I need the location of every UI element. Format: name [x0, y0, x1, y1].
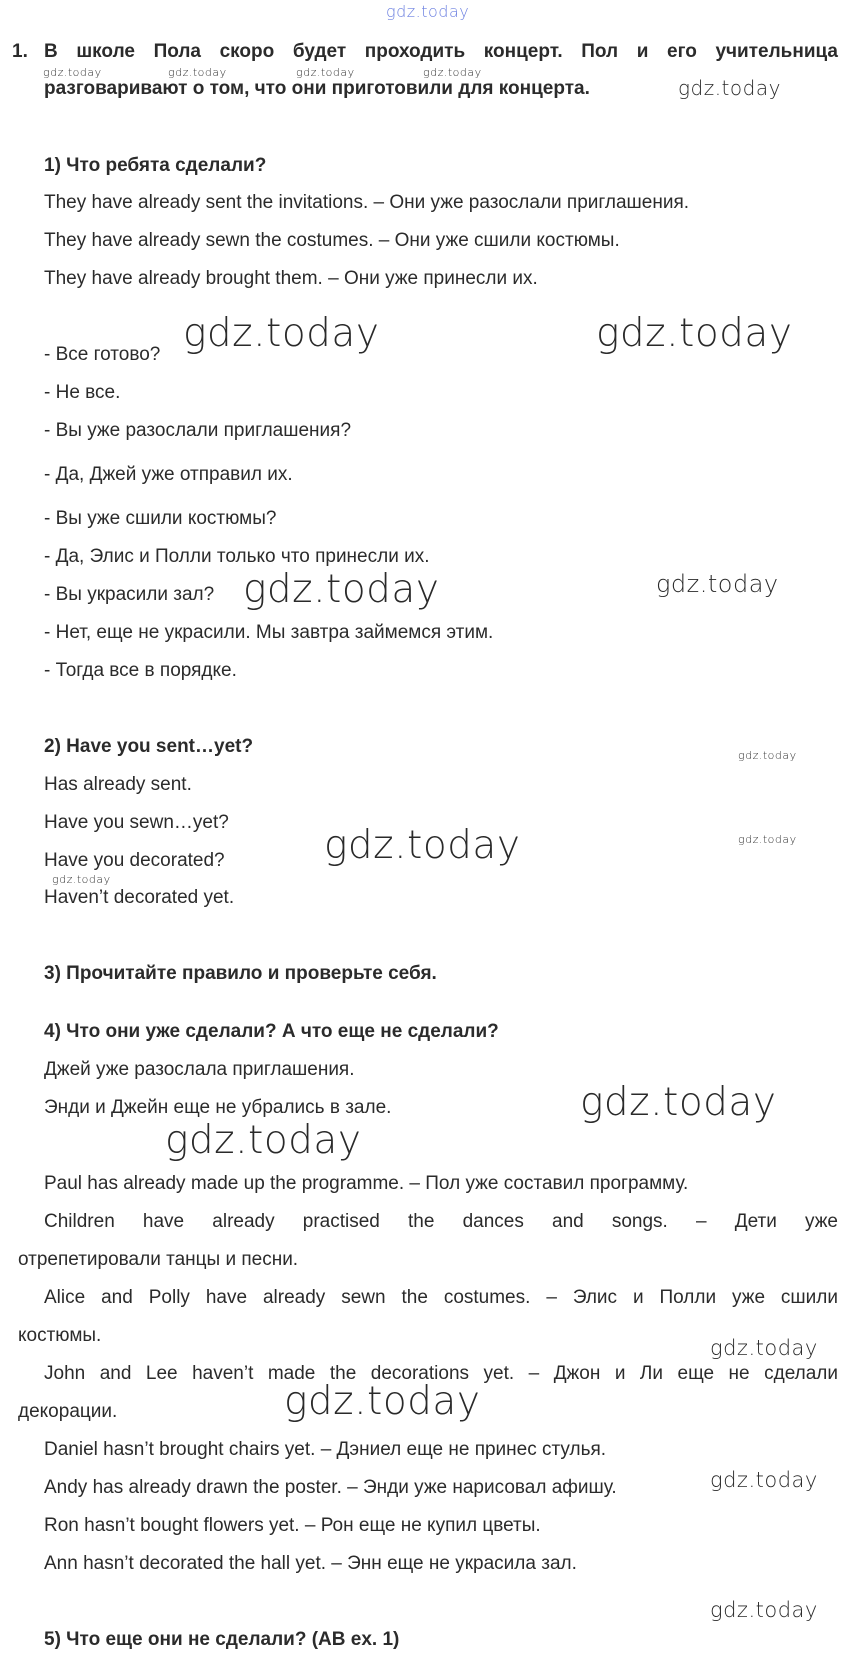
- dialogue-line: - Все готово?: [44, 344, 161, 365]
- sentence-line: Andy has already drawn the poster. – Энди уже нарисовал афишу.: [44, 1477, 617, 1498]
- watermark: gdz.today: [710, 1336, 818, 1360]
- watermark: gdz.today: [168, 66, 227, 79]
- section-1-heading: 1) Что ребята сделали?: [44, 155, 267, 176]
- watermark: gdz.today: [656, 570, 779, 598]
- watermark: gdz.today: [738, 749, 797, 762]
- watermark: gdz.today: [580, 1080, 777, 1125]
- section-5-heading: 5) Что еще они не сделали? (AB ex. 1): [44, 1629, 400, 1650]
- watermark: gdz.today: [678, 76, 781, 100]
- watermark: gdz.today: [738, 833, 797, 846]
- sentence-line: Children have already practised the dances and songs. – Дети уже: [44, 1211, 838, 1232]
- task-number: 1.: [12, 41, 28, 62]
- watermark: gdz.today: [324, 823, 521, 868]
- sentence-line: John and Lee haven’t made the decorations yet. – Джон и Ли еще не сделали: [44, 1363, 838, 1384]
- text-line: Have you decorated?: [44, 850, 225, 871]
- sentence-line: Alice and Polly have already sewn the costumes. – Элис и Полли уже сшили: [44, 1287, 838, 1308]
- sentence-line: Daniel hasn’t brought chairs yet. – Дэниел еще не принес стулья.: [44, 1439, 607, 1460]
- sentence-line: костюмы.: [18, 1325, 102, 1346]
- watermark: gdz.today: [43, 66, 102, 79]
- text-line: Have you sewn…yet?: [44, 812, 229, 833]
- sentence-line: Ron hasn’t bought flowers yet. – Рон еще не купил цветы.: [44, 1515, 541, 1536]
- watermark: gdz.today: [284, 1379, 481, 1424]
- watermark: gdz.today: [243, 567, 440, 612]
- watermark: gdz.today: [296, 66, 355, 79]
- dialogue-line: - Да, Джей уже отправил их.: [44, 464, 293, 485]
- task-intro-line-1: В школе Пола скоро будет проходить концерт. Пол и его учительница: [44, 41, 838, 62]
- text-line: They have already sent the invitations. – Они уже разослали приглашения.: [44, 192, 690, 213]
- dialogue-line: - Вы уже разослали приглашения?: [44, 420, 352, 441]
- watermark: gdz.today: [710, 1598, 818, 1622]
- dialogue-line: - Не все.: [44, 382, 121, 403]
- watermark: gdz.today: [52, 873, 111, 886]
- section-4-heading: 4) Что они уже сделали? А что еще не сделали?: [44, 1021, 499, 1042]
- watermark: gdz.today: [165, 1118, 362, 1163]
- task-intro-line-2: разговаривают о том, что они приготовили для концерта.: [44, 78, 590, 99]
- dialogue-line: - Нет, еще не украсили. Мы завтра займемся этим.: [44, 622, 494, 643]
- section-3-heading: 3) Прочитайте правило и проверьте себя.: [44, 963, 437, 984]
- text-line: Джей уже разослала приглашения.: [44, 1059, 355, 1080]
- sentence-line: Ann hasn’t decorated the hall yet. – Энн еще не украсила зал.: [44, 1553, 577, 1574]
- sentence-line: Paul has already made up the programme. – Пол уже составил программу.: [44, 1173, 689, 1194]
- section-2-heading: 2) Have you sent…yet?: [44, 736, 254, 757]
- text-line: Haven’t decorated yet.: [44, 887, 235, 908]
- dialogue-line: - Да, Элис и Полли только что принесли их.: [44, 546, 430, 567]
- dialogue-line: - Вы уже сшили костюмы?: [44, 508, 277, 529]
- text-line: Has already sent.: [44, 774, 192, 795]
- dialogue-line: - Вы украсили зал?: [44, 584, 215, 605]
- text-line: They have already sewn the costumes. – Они уже сшили костюмы.: [44, 230, 620, 251]
- sentence-line: декорации.: [18, 1401, 118, 1422]
- text-line: Энди и Джейн еще не убрались в зале.: [44, 1097, 392, 1118]
- dialogue-line: - Тогда все в порядке.: [44, 660, 237, 681]
- sentence-line: отрепетировали танцы и песни.: [18, 1249, 299, 1270]
- watermark: gdz.today: [423, 66, 482, 79]
- text-line: They have already brought them. – Они уже принесли их.: [44, 268, 538, 289]
- watermark: gdz.today: [596, 311, 793, 356]
- watermark: gdz.today: [183, 311, 380, 356]
- header-watermark: gdz.today: [386, 2, 470, 21]
- watermark: gdz.today: [710, 1468, 818, 1492]
